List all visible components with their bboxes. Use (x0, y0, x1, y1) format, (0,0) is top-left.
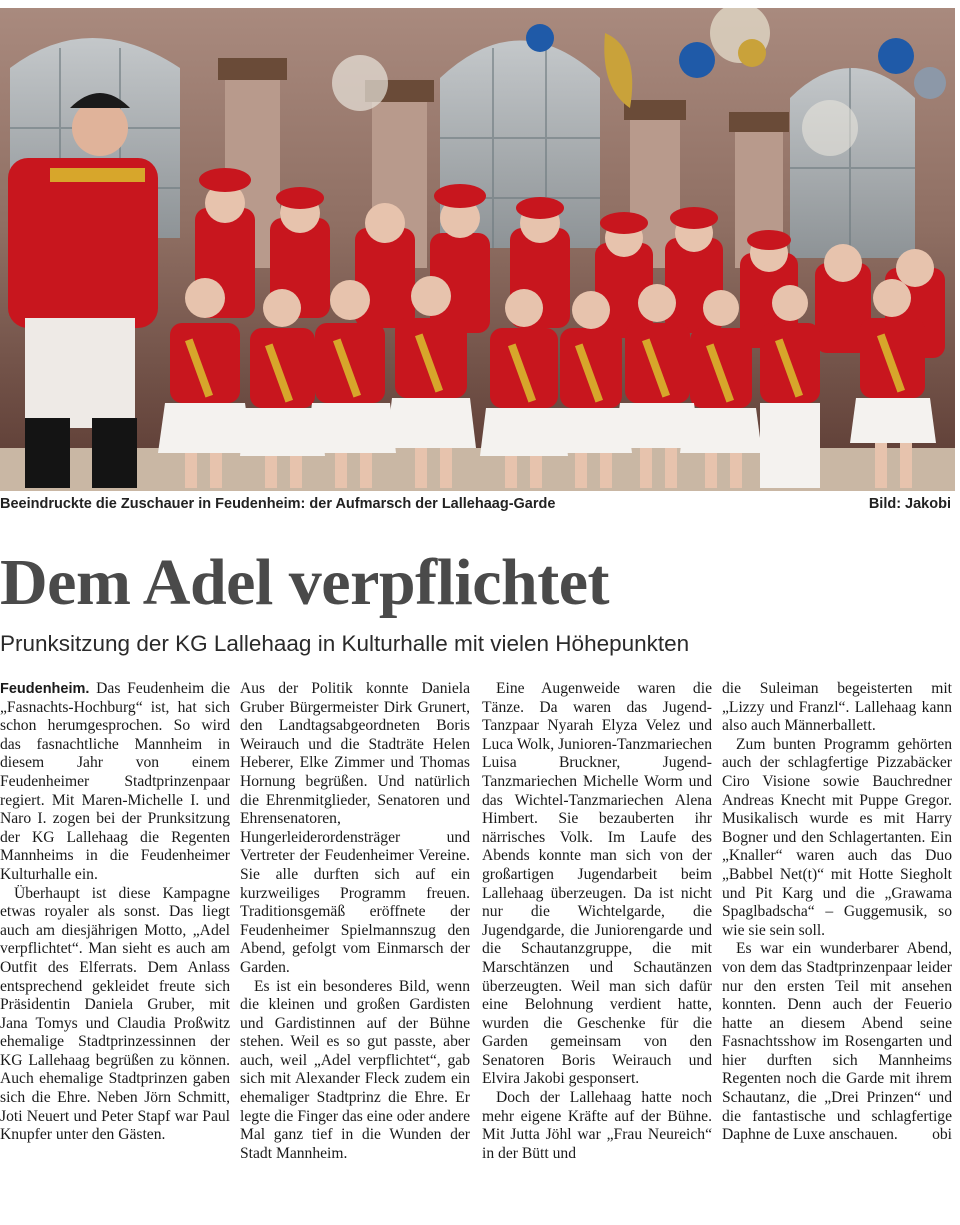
article-column-2 (240, 680, 470, 1163)
paragraph: Aus der Politik konnte Daniela Gruber Bürgermeister Dirk Grunert, den Landtagsabgeordneten Boris Weirauch und die Stadträte Helen Heberer, Elke Zimmer und Thomas Hornung begrüßen. Und natürlich die Ehrenmitglieder, Senatoren und Ehrensenatoren, Hungerleiderordensträger und Vertreter der Feudenheimer Vereine. Sie alle durften sich auf ein kurzweiliges Programm freuen. Traditionsgemäß eröffnete der Feudenheimer Spielmannszug den Abend, gefolgt vom Einmarsch der Garden. (240, 680, 470, 976)
paragraph: Doch der Lallehaag hatte noch mehr eigene Kräfte auf der Bühne. Mit Jutta Jöhl war „Frau Neureich“ in der Bütt und (482, 1089, 712, 1162)
author-signature: obi (932, 1126, 952, 1144)
paragraph: Es ist ein besonderes Bild, wenn die kleinen und großen Gardisten und Gardistinnen auf der Bühne stehen. Weil es so gut passte, aber auch, weil „Adel verpflichtet“, gab sich mit Alexander Fleck zudem ein ehemaliger Stadtprinz die Ehre. Er legte die Finger das eine oder andere Mal ganz tief in die Wunden der Stadt Mannheim. (240, 977, 470, 1162)
article-column-1 (0, 680, 230, 1145)
photo-caption (0, 496, 955, 512)
dateline: Feudenheim. (0, 681, 90, 697)
article-photo (0, 8, 955, 491)
paragraph: Überhaupt ist diese Kampagne etwas royaler als sonst. Das liegt auch am diesjährigen Motto, „Adel verpflichtet“. Man sieht es auch am Outfit des Elferrats. Dem Anlass entsprechend gekleidet freute sich Präsidentin Daniela Gruber, mit Jana Tomys und Claudia Proßwitz ehemalige Stadtprinzessinnen der KG Lallehaag begrüßen zu können. Auch ehemalige Stadtprinzen gaben sich die Ehre. Neben Jörn Schmitt, Joti Neuert und Peter Stapf war Paul Knupfer unter den Gästen. (0, 884, 230, 1144)
paragraph: die Suleiman begeisterten mit „Lizzy und Franzl“. Lallehaag kann also auch Männerballett. (722, 680, 952, 735)
article-column-3 (482, 680, 712, 1163)
subheadline: Prunksitzung der KG Lallehaag in Kulturhalle mit vielen Höhepunkten (0, 631, 690, 656)
paragraph (0, 680, 230, 885)
paragraph-text: Es war ein wunderbarer Abend, von dem das Stadtprinzenpaar leider nur den ersten Teil mit ansehen konnten. Denn auch der Feuerio hatte an diesem Abend seine Fasnachtsshow im Rosengarten und hier durften sich Mannheims Regenten noch die Garde mit ihrem Schautanz, die „Drei Prinzen“ und die fantastische und schlagfertige Daphne de Luxe anschauen. (722, 940, 952, 1144)
article-body (0, 680, 955, 1210)
photo-credit: Bild: Jakobi (868, 496, 951, 512)
paragraph (722, 940, 952, 1145)
article-column-4 (722, 680, 952, 1145)
paragraph: Zum bunten Programm gehörten auch der schlagfertige Pizzabäcker Ciro Visione sowie Bauchredner Andreas Knecht mit Puppe Gregor. Musikalisch wurde es mit Harry Bogner und den Schlagertanten. Ein „Knaller“ waren auch das Duo „Babbel Net(t)“ mit Hotte Siegholt und Pit Karg und die „Grawama Spaglbadscha“ – Guggemusik, so wie sie sein soll. (722, 735, 952, 939)
caption-text: Beeindruckte die Zuschauer in Feudenheim: der Aufmarsch der Lallehaag-Garde (0, 496, 556, 512)
headline: Dem Adel verpflichtet (0, 546, 609, 619)
paragraph-text: Das Feudenheim die „Fasnachts-Hochburg“ ist, hat sich schon herumgesprochen. So wird das fasnachtliche Mannheim in diesem Jahr von einem Feudenheimer Stadtprinzenpaar regiert. Mit Maren-Michelle I. und Naro I. zogen bei der Prunksitzung der KG Lallehaag die Regenten Mannheims in die Feudenheimer Kulturhalle ein. (0, 680, 230, 883)
paragraph: Eine Augenweide waren die Tänze. Da waren das Jugend-Tanzpaar Nyarah Elyza Velez und Luca Wolk, Junioren-Tanzmariechen Luisa Bruckner, Jugend-Tanzmariechen Michelle Worm und das Wichtel-Tanzmariechen Alena Himbert. Sie bezauberten ihr närrisches Volk. Im Laufe des Abends konnte man sich von der großartigen Jugendarbeit beim Lallehaag überzeugen. Da ist nicht nur die Wichtelgarde, die Jugendgarde, die Juniorengarde und die Schautanzgruppe, die mit Marschtänzen und Schautänzen überzeugten. Weil man sich dafür eine Belohnung verdient hatte, wurden die Geschenke für die Garden gemeinsam von den Senatoren Boris Weirauch und Elvira Jakobi gesponsert. (482, 680, 712, 1088)
